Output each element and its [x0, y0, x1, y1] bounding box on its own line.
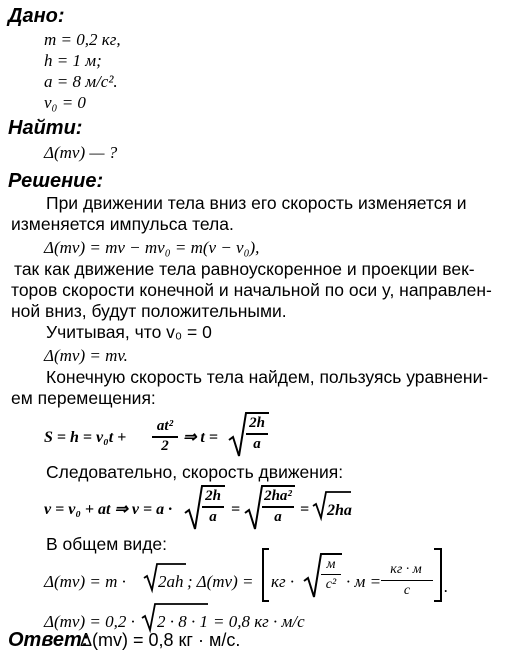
given-initial-velocity: v₀ = 0 [44, 93, 86, 112]
equation-numeric-left: Δ(mv) = 0,2 · [44, 612, 135, 631]
paragraph-3-line-1: Конечную скорость тела найдем, пользуясь уравнени- [46, 367, 489, 387]
solution-heading: Решение: [8, 170, 104, 192]
radical-numerator: 2ha² [264, 488, 292, 504]
considering-line: Учитывая, что v₀ = 0 [46, 322, 212, 342]
equation-momentum-change: Δ(mv) = mv − mv₀ = m(v − v₀), [44, 238, 260, 257]
equation-units-left: ; Δ(mv) = [187, 572, 254, 591]
radical-content: 2ah [158, 572, 184, 591]
fraction-bar [246, 433, 268, 435]
paragraph-2-line-3: ной вниз, будут положительными. [11, 301, 287, 321]
paragraph-2-line-1: так как движение тела равноускоренное и проекции век- [14, 259, 475, 279]
unit-times-m: · м = [346, 572, 382, 591]
therefore-line: Следовательно, скорость движения: [46, 462, 344, 482]
find-heading: Найти: [8, 117, 83, 139]
bracket-left [262, 548, 264, 602]
bracket-left-top [262, 548, 269, 550]
radical-denominator: a [209, 509, 217, 525]
paragraph-1-line-1: При движении тела вниз его скорость изменяется и [46, 193, 467, 213]
bracket-left-bottom [262, 600, 269, 602]
paragraph-3-line-2: ем перемещения: [11, 388, 156, 408]
answer-heading: Ответ: [8, 629, 89, 651]
equals-sign: = [231, 501, 241, 518]
general-form-line: В общем виде: [46, 534, 167, 554]
fraction-bar [381, 580, 433, 581]
bracket-right-top [434, 548, 441, 550]
radical-numerator: 2h [249, 415, 265, 431]
fraction-bar [321, 574, 341, 575]
equation-numeric-result: = 0,8 кг · м/с [213, 612, 305, 631]
fraction-at2-denominator: 2 [161, 438, 169, 454]
given-acceleration: a = 8 м/с². [44, 72, 118, 91]
find-quantity: Δ(mv) — ? [44, 143, 118, 162]
given-heading: Дано: [8, 5, 65, 27]
equation-momentum-simplified: Δ(mv) = mv. [44, 346, 128, 365]
radical-denominator: a [253, 436, 261, 452]
equation-momentum-general-left: Δ(mv) = m · [44, 572, 126, 591]
unit-kg: кг · [271, 572, 295, 591]
unit-fraction-numerator: кг · м [390, 562, 422, 577]
radical-content: 2 · 8 · 1 [157, 612, 208, 631]
period: . [444, 577, 449, 596]
unit-fraction-denominator: c [403, 583, 411, 598]
radical-numerator: м [326, 557, 336, 572]
given-height: h = 1 м; [44, 51, 102, 70]
fraction-bar [202, 506, 224, 508]
fraction-bar [262, 506, 294, 508]
paragraph-2-line-2: торов скорости конечной и начальной по оси y, направлен- [11, 280, 492, 300]
paragraph-1-line-2: изменяется импульса тела. [11, 214, 234, 234]
radical-denominator: a [274, 509, 282, 525]
equals-sign: = [300, 501, 310, 518]
equation-displacement-left: S = h = v₀t + [44, 429, 127, 446]
equation-velocity-left: v = v₀ + at ⇒ v = a · [44, 501, 173, 518]
equation-time-equals: ⇒ t = [183, 429, 218, 446]
bracket-right [440, 548, 442, 602]
answer-text: Δ(mv) = 0,8 кг · м/с. [80, 630, 241, 650]
radical-denominator: c² [325, 577, 337, 592]
radical-content: 2ha [327, 502, 352, 519]
radical-numerator: 2h [205, 488, 221, 504]
fraction-at2-numerator: at² [156, 418, 174, 434]
bracket-right-bottom [434, 600, 441, 602]
given-mass: m = 0,2 кг, [44, 30, 121, 49]
